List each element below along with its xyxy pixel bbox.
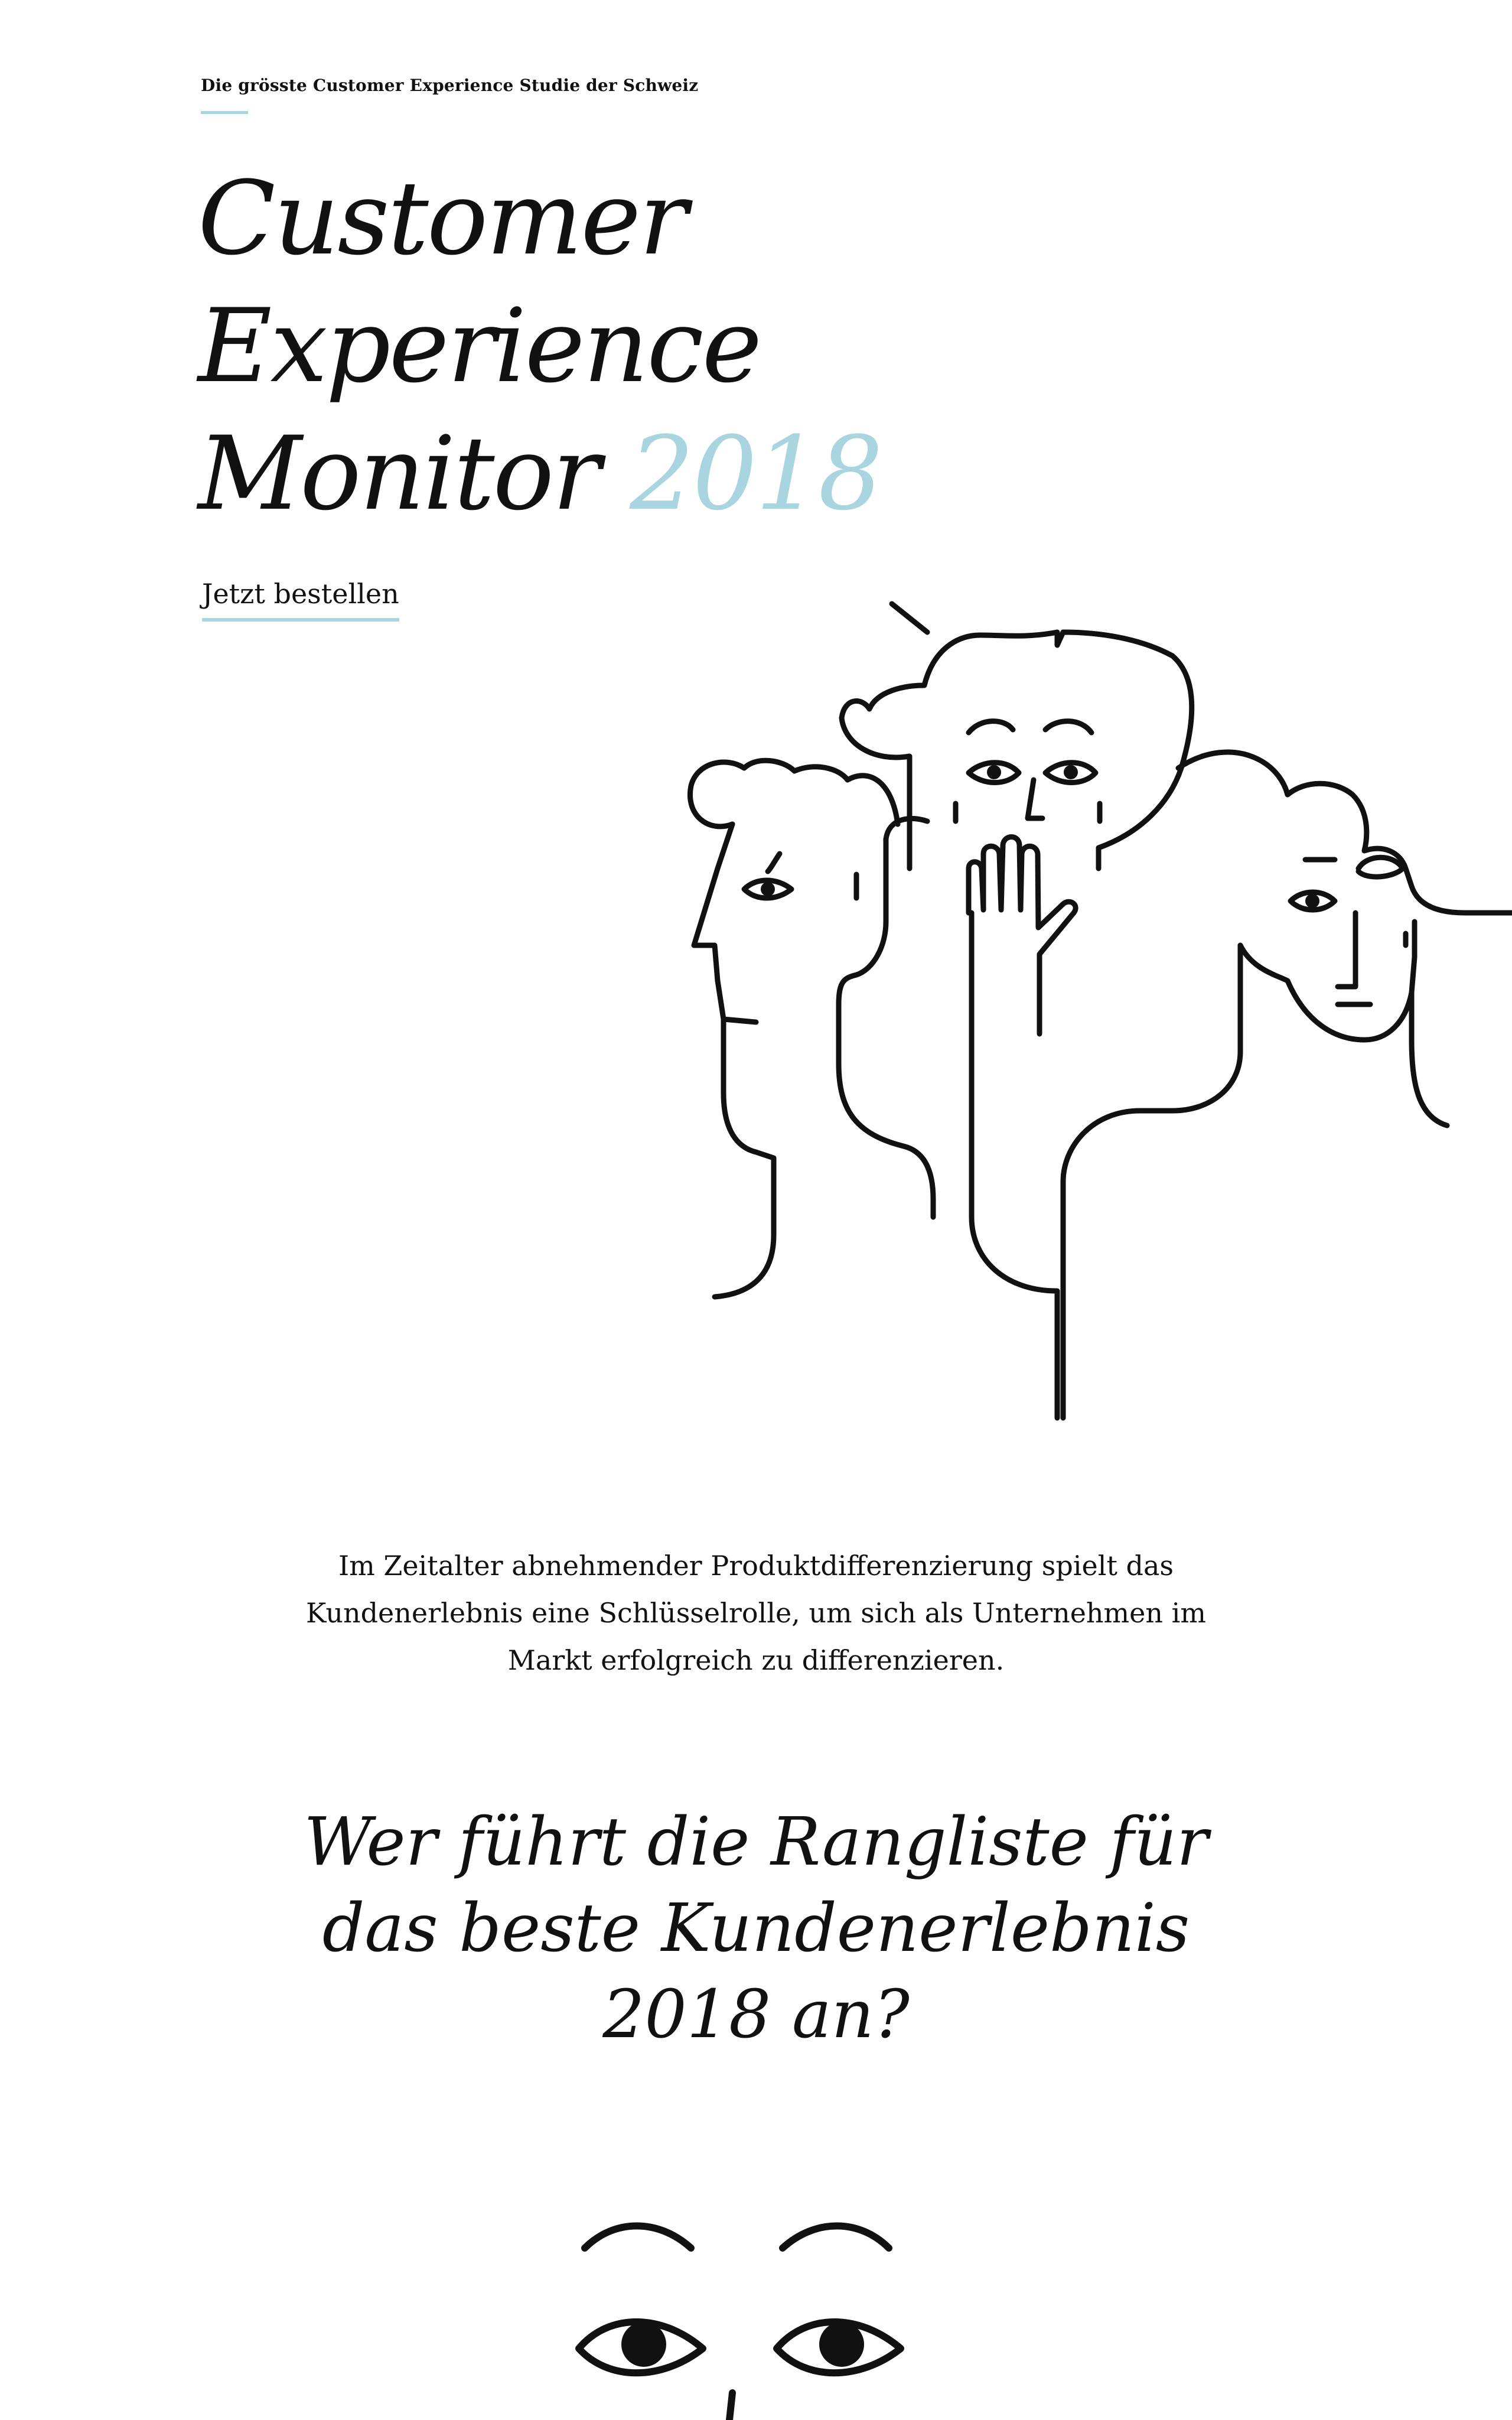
right-nose <box>1338 913 1355 987</box>
right-face <box>1240 922 1415 1040</box>
tick-mark-stroke <box>892 604 927 632</box>
title-line-1: Customer <box>198 159 686 278</box>
middle-body-right <box>1063 945 1240 1418</box>
eyebrow-left <box>585 2226 691 2249</box>
right-hair <box>1178 752 1512 913</box>
title-line-3 <box>198 410 881 538</box>
order-now-link[interactable]: Jetzt bestellen <box>202 578 399 622</box>
middle-nose <box>1028 780 1042 818</box>
nose-start <box>729 2393 732 2420</box>
intro-paragraph: Im Zeitalter abnehmender Produktdifferenzierung spielt das Kundenerlebnis eine Schlüsselrolle, um sich als Unternehmen im Markt erfolgreich zu differenzieren. <box>306 1550 1206 1676</box>
title-word-monitor: Monitor <box>198 414 599 533</box>
eyebrow-right <box>783 2226 889 2249</box>
left-brow <box>768 854 780 871</box>
left-hair-top <box>690 760 898 827</box>
raised-hand <box>969 837 1076 1035</box>
left-face-profile <box>694 824 756 1022</box>
eyebrow-tagline: Die grösste Customer Experience Studie der Schweiz <box>201 76 699 95</box>
ranking-question-heading: Wer führt die Rangliste für das beste Kundenerlebnis 2018 an? <box>304 1804 1208 2053</box>
middle-head-outline <box>842 632 1192 869</box>
left-hair-back <box>839 818 933 1217</box>
right-eye-wink <box>1358 857 1403 877</box>
title-year: 2018 <box>630 414 881 533</box>
middle-eyebrow-right <box>1045 721 1091 733</box>
page-title <box>198 155 881 538</box>
three-faces-illustration-icon <box>650 591 1512 1430</box>
right-neck <box>1412 993 1447 1126</box>
middle-eyebrow-left <box>969 721 1013 733</box>
eyebrow-accent-line <box>201 111 248 114</box>
watching-eyes-icon <box>555 2198 957 2420</box>
left-neck <box>715 1019 774 1297</box>
title-line-2: Experience <box>198 287 761 405</box>
middle-body-left <box>972 913 1057 1418</box>
